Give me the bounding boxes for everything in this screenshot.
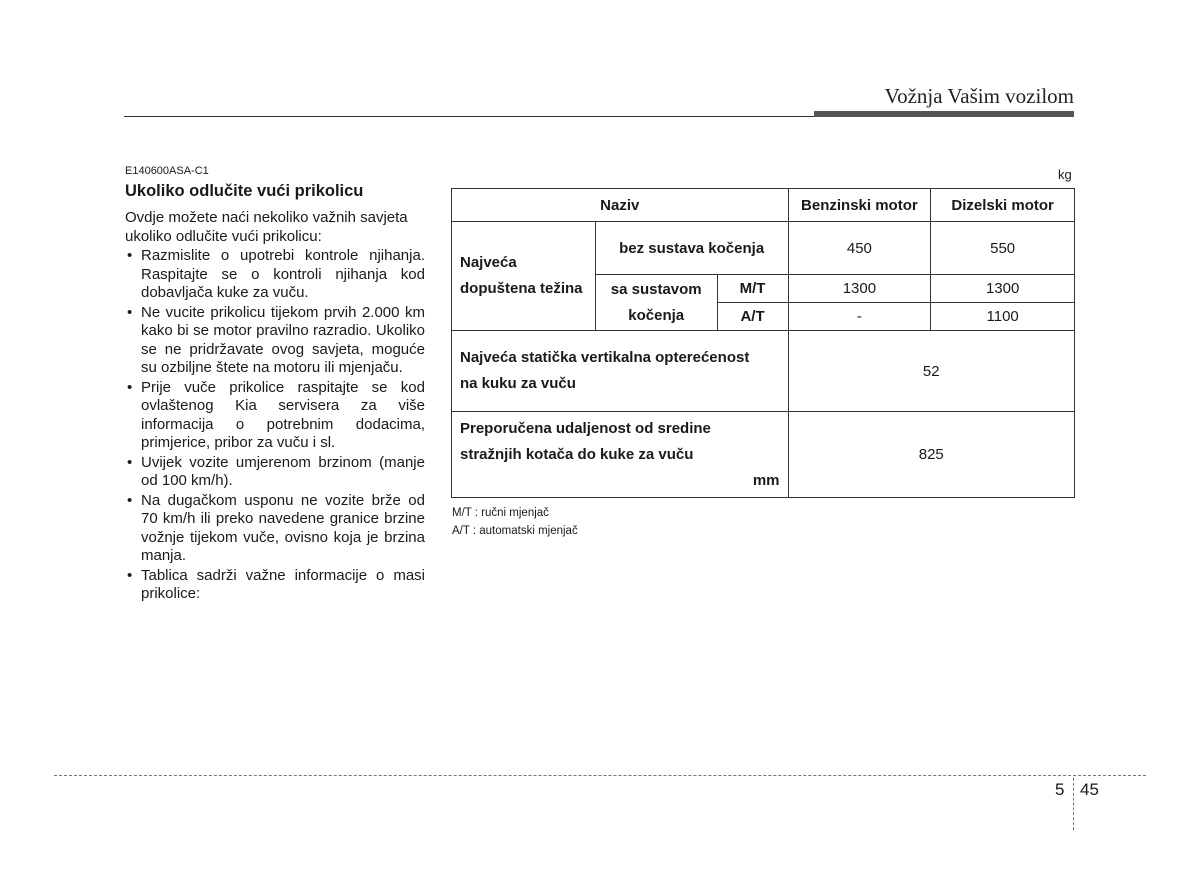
no-brakes-petrol: 450: [788, 222, 931, 275]
list-item: • Prije vuče prikolice raspitajte se kod ovlaštenog Kia servisera za više informacija o potrebnim dodacima, primjerice, pribor za vuču i sl.: [125, 379, 425, 453]
section-number: 5: [1055, 780, 1065, 799]
no-brakes-label: bez sustava kočenja: [595, 222, 788, 275]
note-mt: M/T : ručni mjenjač: [452, 507, 549, 519]
with-brakes-label-line-1: sa sustavom: [610, 280, 702, 298]
list-item: • Ne vucite prikolicu tijekom prvih 2.000 km kako bi se motor pravilno razradio. Ukoliko se ne pridržavate ovog savjeta, moguće su ozbiljne štete na motoru ili mjenjaču.: [125, 304, 425, 378]
header-name: Naziv: [452, 189, 789, 222]
running-header: Vožnja Vašim vozilom: [884, 84, 1074, 108]
table-header-row: [452, 189, 1075, 222]
with-brakes-label: [595, 275, 717, 331]
list-item: • Tablica sadrži važne informacije o masi prikolice:: [125, 567, 425, 604]
advice-list: [125, 247, 425, 605]
static-load-label-line-2: na kuku za vuču: [460, 375, 576, 392]
trailer-weight-table: [451, 188, 1075, 498]
mt-diesel: 1300: [931, 275, 1075, 303]
static-load-value: 52: [788, 331, 1075, 412]
footer-divider: [1073, 778, 1074, 830]
note-at: A/T : automatski mjenjač: [452, 525, 578, 537]
header-petrol: Benzinski motor: [788, 189, 931, 222]
table-unit: kg: [1058, 167, 1072, 182]
max-weight-label: [452, 222, 596, 331]
page-number: 45: [1080, 780, 1099, 799]
list-item: • Razmislite o upotrebi kontrole njihanja. Raspitajte se o kontroli njihanja kod dobavljača kuke za vuču.: [125, 247, 425, 303]
no-brakes-diesel: 550: [931, 222, 1075, 275]
footer-rule: [54, 775, 1146, 776]
list-item: • Na dugačkom usponu ne vozite brže od 70 km/h ili preko navedene granice brzine vožnje tijekom vuče, ovisno koja je brzina manja.: [125, 492, 425, 566]
table-notes: [452, 504, 578, 540]
section-heading: Ukoliko odlučite vući prikolicu: [125, 182, 364, 200]
distance-label: [452, 412, 789, 498]
header-rule-bar: [814, 111, 1074, 117]
table-row: [452, 222, 1075, 275]
distance-label-line-1: Preporučena udaljenost od sredine: [460, 419, 711, 437]
header-rule: [124, 116, 814, 117]
mt-label: M/T: [717, 275, 788, 303]
section-code: E140600ASA-C1: [125, 165, 209, 177]
distance-value: 825: [788, 412, 1075, 498]
mt-petrol: 1300: [788, 275, 931, 303]
at-label: A/T: [717, 303, 788, 331]
max-weight-label-line-1: Najveća: [460, 254, 517, 271]
header-diesel: Dizelski motor: [931, 189, 1075, 222]
list-item: • Uvijek vozite umjerenom brzinom (manje od 100 km/h).: [125, 454, 425, 491]
table-row: [452, 412, 1075, 498]
static-load-label-line-1: Najveća statička vertikalna opterećenost: [460, 349, 750, 366]
distance-label-line-2: stražnjih kotača do kuke za vuču: [460, 445, 694, 463]
static-load-label: [452, 331, 789, 412]
distance-unit: mm: [752, 471, 780, 489]
at-diesel: 1100: [931, 303, 1075, 331]
at-petrol: -: [788, 303, 931, 331]
table-row: [452, 331, 1075, 412]
with-brakes-label-line-2: kočenja: [628, 306, 685, 324]
intro-text: Ovdje možete naći nekoliko važnih savjeta ukoliko odlučite vući prikolicu:: [125, 209, 408, 245]
max-weight-label-line-2: dopuštena težina: [460, 280, 583, 297]
